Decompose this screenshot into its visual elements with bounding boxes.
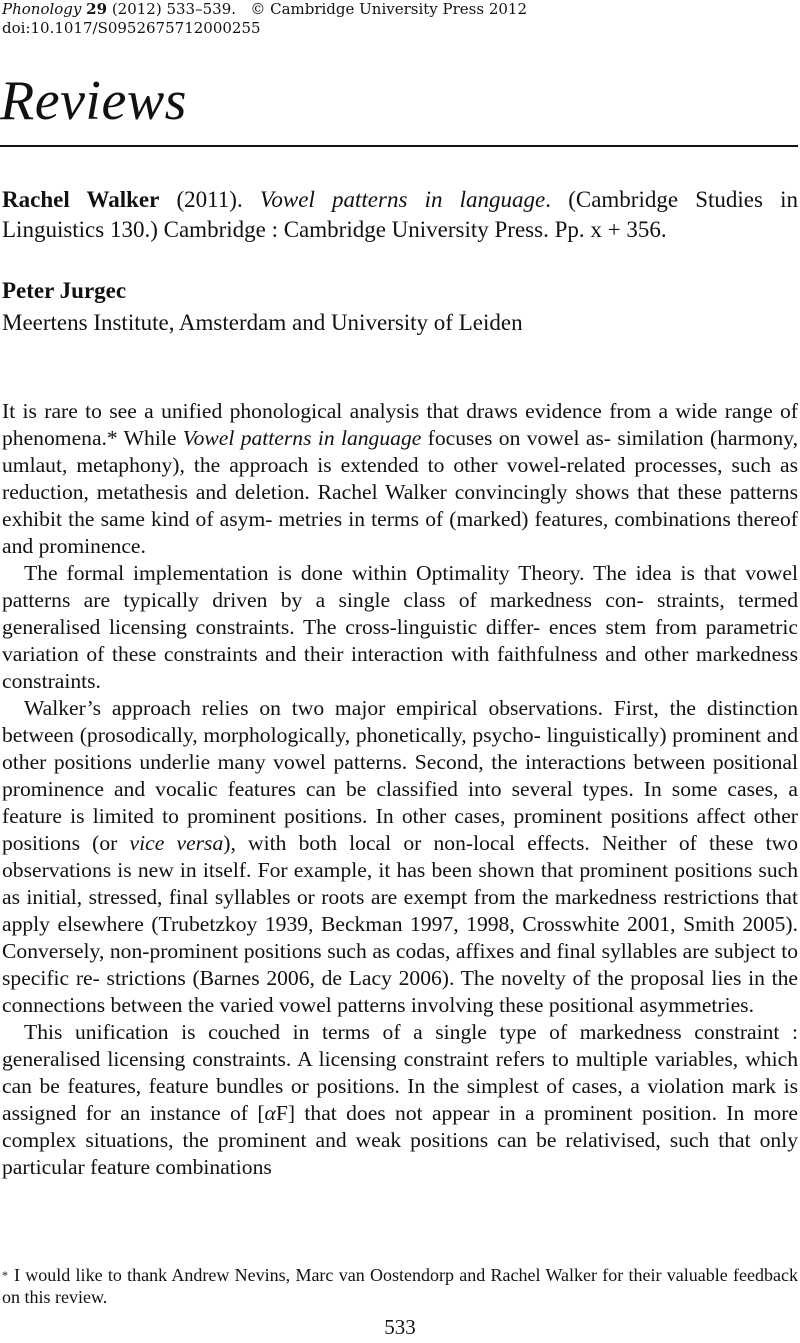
title-rule <box>0 145 798 147</box>
footnote-mark: * <box>2 1268 8 1282</box>
reviewer-block <box>2 276 523 338</box>
footnote <box>2 1264 798 1308</box>
doi: doi:10.1017/S0952675712000255 <box>2 19 261 37</box>
paragraph-4-text-b: F] that does not appear in a prominent position. In more complex situations, the prominent and weak positions can be relativised, such that only particular feature combinations <box>2 1101 798 1179</box>
volume-number: 29 <box>86 0 108 18</box>
paragraph-1-text-a: It is rare to see a unified phonological analysis that draws evidence from a wide range of phenomena.* While <box>2 399 798 450</box>
paragraph-3-text-a: Walker’s approach relies on two major empirical observations. First, the distinction between (prosodically, morphologically, phonetically, psycho- linguistically) prominent and other positions underlie many vowel patterns. Second, the interactions between positional prominence and vocalic features can be classified into several types. In some cases, a feature is limited to prominent positions. In other cases, prominent positions affect other positions (or <box>2 696 798 855</box>
paragraph-1 <box>2 398 798 560</box>
paragraph-1-book-title: Vowel patterns in language <box>182 426 422 450</box>
section-title: Reviews <box>0 70 187 132</box>
book-year: (2011). <box>176 187 243 212</box>
journal-name: Phonology <box>2 0 82 18</box>
running-header <box>2 0 527 19</box>
paragraph-2: The formal implementation is done within Optimality Theory. The idea is that vowel patterns are typically driven by a single class of markedness con- straints, termed generalised licensing constraints. The cross-linguistic differ- ences stem from parametric variation of these constraints and their interaction with faithfulness and other markedness constraints. <box>2 561 798 693</box>
review-body <box>2 398 798 1181</box>
book-series-line1: . (Cambridge Studies <box>545 187 763 212</box>
copyright-notice: © Cambridge University Press 2012 <box>250 0 528 18</box>
book-citation <box>2 185 798 245</box>
book-title: Vowel patterns in language <box>259 187 546 212</box>
reviewer-name: Peter Jurgec <box>2 278 127 303</box>
paragraph-3-text-b: ), with both local or non-local effects. Neither of these two observations is new in itself. For example, it has been shown that prominent positions such as initial, stressed, final syllables or roots are exempt from the markedness restrictions that apply elsewhere (Trubetzkoy 1939, Beckman 1997, 1998, Crosswhite 2001, Smith 2005). Conversely, non-prominent positions such as codas, affixes and final syllables are subject to specific re- strictions (Barnes 2006, de Lacy 2006). The novelty of the proposal lies in the connections between the varied vowel patterns involving these positional asymmetries. <box>2 831 798 1017</box>
reviewer-affiliation: Meertens Institute, Amsterdam and University of Leiden <box>2 310 523 335</box>
paragraph-1-text-b: focuses on vowel as- similation (harmony, umlaut, metaphony), the approach is extended to other vowel-related processes, such as reduction, metathesis and deletion. Rachel Walker convincingly shows that these patterns exhibit the same kind of asym- metries in terms of (marked) features, combinations thereof and prominence. <box>2 426 798 558</box>
book-series-line2: in Linguistics 130.) Cambridge : Cambridge University Press. Pp. x + 356. <box>2 187 799 242</box>
alpha-symbol: α <box>264 1101 276 1125</box>
paragraph-4 <box>2 1019 798 1181</box>
issue-info: (2012) 533–539. <box>111 0 237 18</box>
paragraph-4-text-a: This unification is couched in terms of a single type of markedness constraint : generalised licensing constraints. A licensing constraint refers to multiple variables, which can be features, feature bundles or positions. In the simplest of cases, a violation mark is assigned for an instance of [ <box>2 1020 798 1125</box>
book-author: Rachel Walker <box>2 187 160 212</box>
page-number: 533 <box>384 1315 416 1339</box>
paragraph-3-vice-versa: vice versa <box>129 831 224 855</box>
paragraph-3 <box>2 695 798 1019</box>
footnote-text: I would like to thank Andrew Nevins, Marc van Oostendorp and Rachel Walker for their valuable feedback on this review. <box>2 1265 798 1307</box>
